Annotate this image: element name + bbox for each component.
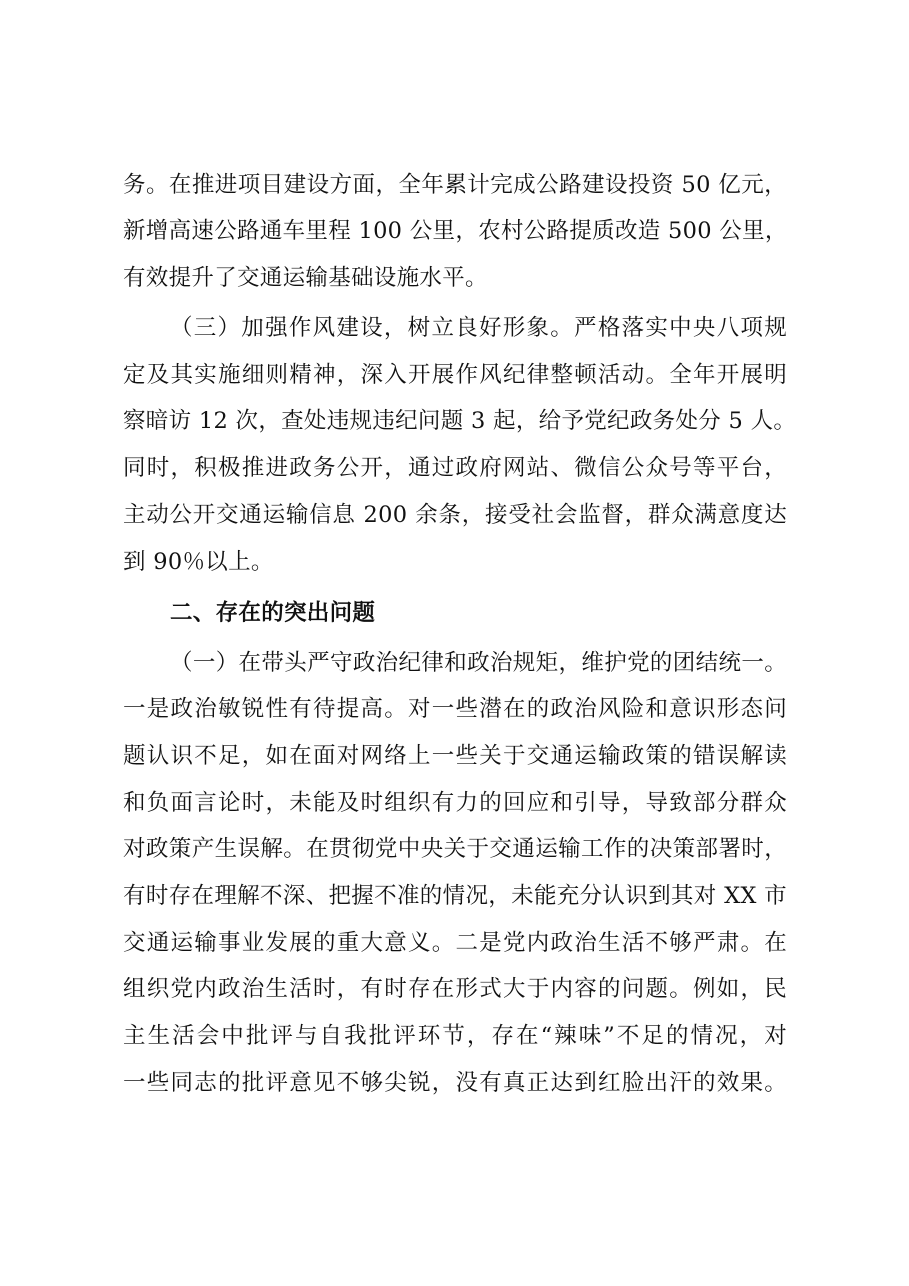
paragraph-line: 题认识不足，如在面对网络上一些关于交通运输政策的错误解读 <box>123 743 787 769</box>
section-heading: 二、存在的突出问题 <box>170 600 376 626</box>
paragraph-line: 有时存在理解不深、把握不准的情况，未能充分认识到其对 XX 市 <box>123 883 787 909</box>
paragraph-line: 一是政治敏锐性有待提高。对一些潜在的政治风险和意识形态问 <box>123 696 787 722</box>
paragraph-line: 同时，积极推进政务公开，通过政府网站、微信公众号等平台， <box>123 455 787 481</box>
paragraph-line: 到 90％以上。 <box>123 549 274 575</box>
paragraph-line: 对政策产生误解。在贯彻党中央关于交通运输工作的决策部署时， <box>123 836 787 862</box>
paragraph-line: 和负面言论时，未能及时组织有力的回应和引导，导致部分群众 <box>123 790 787 816</box>
paragraph-line: 主生活会中批评与自我批评环节，存在“辣味”不足的情况，对 <box>123 1023 787 1049</box>
paragraph-line: 定及其实施细则精神，深入开展作风纪律整顿活动。全年开展明 <box>123 362 787 388</box>
subsection-heading-line: （三）加强作风建设，树立良好形象。严格落实中央八项规 <box>170 315 787 341</box>
paragraph-line: 新增高速公路通车里程 100 公里，农村公路提质改造 500 公里， <box>123 218 788 244</box>
paragraph-line: 组织党内政治生活时，有时存在形式大于内容的问题。例如，民 <box>123 976 787 1002</box>
paragraph-line: 有效提升了交通运输基础设施水平。 <box>123 265 488 291</box>
paragraph-line: 主动公开交通运输信息 200 余条，接受社会监督，群众满意度达 <box>123 502 787 528</box>
paragraph-line: 察暗访 12 次，查处违规违纪问题 3 起，给予党纪政务处分 5 人。 <box>123 408 797 434</box>
subsection-heading-line: （一）在带头严守政治纪律和政治规矩，维护党的团结统一。 <box>170 650 787 676</box>
paragraph-line: 一些同志的批评意见不够尖锐，没有真正达到红脸出汗的效果。 <box>123 1070 787 1096</box>
paragraph-line: 交通运输事业发展的重大意义。二是党内政治生活不够严肃。在 <box>123 930 787 956</box>
paragraph-line: 务。在推进项目建设方面，全年累计完成公路建设投资 50 亿元， <box>123 172 787 198</box>
